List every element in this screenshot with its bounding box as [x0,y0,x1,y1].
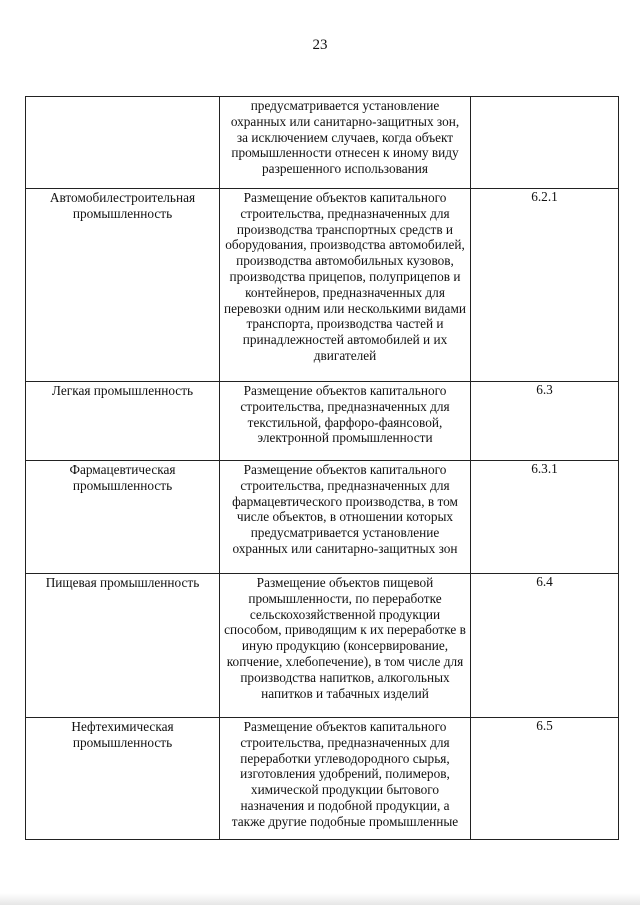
table-row [26,718,619,840]
land-use-name-cell: Фармацевтическая промышленность [26,461,220,574]
page-number: 23 [312,37,328,53]
table-row [26,97,619,189]
table-row [26,461,619,574]
land-use-name-cell: Автомобилестроительная промышленность [26,189,220,382]
table-row [26,189,619,382]
land-use-description-cell: предусматривается установление охранных или санитарно-защитных зон, за исключением случаев, когда объект промышленности отнесен к иному виду разрешенного использования [220,97,471,189]
scan-shadow-edge [0,893,640,905]
land-use-description-cell: Размещение объектов капитального строительства, предназначенных для переработки углеводородного сырья, изготовления удобрений, полимеров, химической продукции бытового назначения и подобной продукции, а также другие подобные промышленные [220,718,471,840]
land-use-code-cell: 6.4 [471,574,619,718]
land-use-code-cell: 6.3 [471,382,619,461]
land-use-description-cell: Размещение объектов капитального строительства, предназначенных для фармацевтического производства, в том числе объектов, в отношении которых предусматривается установление охранных или санитарно-защитных зон [220,461,471,574]
land-use-code-cell: 6.3.1 [471,461,619,574]
land-use-code-cell [471,97,619,189]
land-use-name-cell: Нефтехимическая промышленность [26,718,220,840]
table-row [26,574,619,718]
land-use-name-cell: Легкая промышленность [26,382,220,461]
land-use-table [25,96,619,840]
land-use-description-cell: Размещение объектов капитального строительства, предназначенных для производства транспортных средств и оборудования, производства автомобилей, производства автомобильных кузовов, производства прицепов, полуприцепов и контейнеров, предназначенных для перевозки одним или несколькими видами транспорта, производства частей и принадлежностей автомобилей и их двигателей [220,189,471,382]
land-use-name-cell [26,97,220,189]
land-use-description-cell: Размещение объектов капитального строительства, предназначенных для текстильной, фарфоро-фаянсовой, электронной промышленности [220,382,471,461]
land-use-name-cell: Пищевая промышленность [26,574,220,718]
land-use-code-cell: 6.2.1 [471,189,619,382]
land-use-description-cell: Размещение объектов пищевой промышленности, по переработке сельскохозяйственной продукции способом, приводящим к их переработке в иную продукцию (консервирование, копчение, хлебопечение), в том числе для производства напитков, алкогольных напитков и табачных изделий [220,574,471,718]
table-row [26,382,619,461]
land-use-code-cell: 6.5 [471,718,619,840]
